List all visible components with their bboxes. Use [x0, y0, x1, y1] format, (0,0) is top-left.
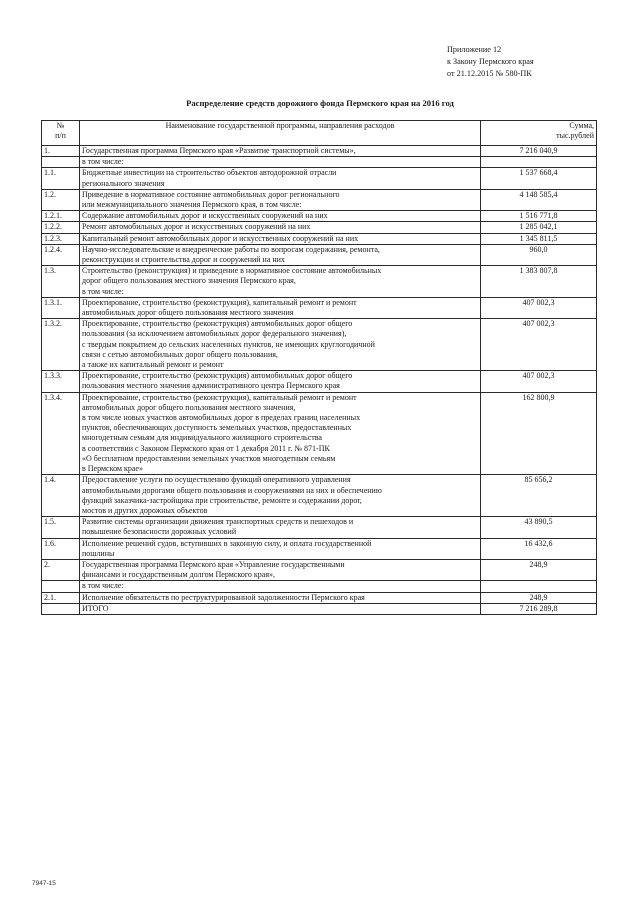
appendix-number: Приложение 12 — [447, 45, 502, 54]
table-row — [42, 475, 597, 517]
row-name — [80, 517, 481, 538]
road-fund-table — [41, 120, 597, 615]
row-number: 1.2. — [42, 189, 80, 210]
row-name-line: повышение безопасности дорожных условий — [82, 527, 237, 537]
row-sum: 7 216 040,9 — [481, 146, 597, 157]
row-sum: 1 345 811,5 — [481, 233, 597, 244]
row-sum: 16 432,6 — [481, 538, 597, 559]
table-row — [42, 222, 597, 233]
row-name — [80, 211, 481, 222]
table-row — [42, 168, 597, 189]
row-name-line: в Пермском крае» — [82, 464, 143, 474]
table-row — [42, 244, 597, 265]
row-number: 1.3.3. — [42, 371, 80, 392]
table-row — [42, 371, 597, 392]
row-name — [80, 266, 481, 298]
table-row — [42, 189, 597, 210]
table-header-row — [42, 121, 597, 146]
row-number: 1.3. — [42, 266, 80, 298]
row-name-line: пунктов, обеспечивающих доступность земельных участков, предоставленных — [82, 423, 352, 433]
row-name — [80, 189, 481, 210]
row-number: 1.4. — [42, 475, 80, 517]
row-name-line: регионального значения — [82, 178, 165, 188]
table-row — [42, 559, 597, 580]
row-number: 1.1. — [42, 168, 80, 189]
appendix-date: от 21.12.2015 № 580-ПК — [447, 69, 532, 78]
row-name-line: ИТОГО — [82, 603, 109, 613]
row-sum: 407 002,3 — [481, 371, 597, 392]
table-body — [42, 146, 597, 615]
row-name-line: в том числе: — [82, 157, 124, 167]
row-sum: 43 890,5 — [481, 517, 597, 538]
row-number: 1.3.4. — [42, 392, 80, 475]
row-sum: 162 800,9 — [481, 392, 597, 475]
row-name-line: Строительство (реконструкция) и приведение в нормативное состояние автомобильных — [82, 266, 382, 276]
row-sum: 7 216 289,8 — [481, 603, 597, 614]
row-name-line: с твердым покрытием до сельских населенных пунктов, не имеющих круглогодичной — [82, 339, 375, 349]
row-name — [80, 146, 481, 157]
row-name — [80, 297, 481, 318]
row-sum: 407 002,3 — [481, 297, 597, 318]
table-row — [42, 592, 597, 603]
table-row — [42, 581, 597, 592]
row-name-line: Научно-исследовательские и внедренческие работы по вопросам содержания, ремонта, — [82, 244, 380, 254]
row-sum: 85 656,2 — [481, 475, 597, 517]
row-name-line: «О бесплатном предоставлении земельных участков многодетным семьям — [82, 453, 336, 463]
row-name — [80, 233, 481, 244]
row-name-line: Проектирование, строительство (реконструкция) автомобильных дорог общего — [82, 371, 353, 381]
header-sum-unit: тыс.рублей — [556, 131, 594, 141]
row-name-line: пользования местного значения административного центра Пермского края — [82, 381, 340, 391]
row-name — [80, 475, 481, 517]
row-number: 1.2.4. — [42, 244, 80, 265]
row-number: 1.3.1. — [42, 297, 80, 318]
table-row — [42, 517, 597, 538]
row-name — [80, 157, 481, 168]
row-sum: 407 002,3 — [481, 319, 597, 371]
row-name-line: Капитальный ремонт автомобильных дорог и искусственных сооружений на них — [82, 233, 359, 243]
row-name-line: Проектирование, строительство (реконструкция), капитальный ремонт и ремонт — [82, 392, 357, 402]
header-sum-label: Сумма, — [569, 121, 594, 130]
row-name-line: Исполнение решений судов, вступивших в законную силу, и оплата государственной — [82, 538, 372, 548]
row-number: 2. — [42, 559, 80, 580]
row-name-line: в том числе новых участков автомобильных дорог в пределах границ населенных — [82, 413, 361, 423]
row-sum: 1 537 668,4 — [481, 168, 597, 189]
row-sum — [481, 581, 597, 592]
row-number: 1.6. — [42, 538, 80, 559]
row-name — [80, 592, 481, 603]
row-sum: 1 383 807,8 — [481, 266, 597, 298]
row-sum: 960,0 — [481, 244, 597, 265]
row-name-line: Исполнение обязательств по реструктурированной задолженности Пермского края — [82, 592, 365, 602]
row-name-line: многодетным семьям для индивидуального жилищного строительства — [82, 433, 322, 443]
row-number: 1.5. — [42, 517, 80, 538]
header-number — [42, 121, 80, 146]
row-name-line: в соответствии с Законом Пермского края от 1 декабря 2011 г. № 871-ПК — [82, 443, 330, 453]
row-name-line: Государственная программа Пермского края «Управление государственными — [82, 559, 345, 569]
table-row — [42, 319, 597, 371]
row-name-line: Государственная программа Пермского края «Развитие транспортной системы», — [82, 146, 356, 155]
row-name — [80, 392, 481, 475]
row-number — [42, 157, 80, 168]
row-number: 1.2.3. — [42, 233, 80, 244]
row-name-line: в том числе: — [82, 581, 124, 591]
row-name — [80, 581, 481, 592]
table-row — [42, 603, 597, 614]
row-name-line: или межмуниципального значения Пермского края, в том числе: — [82, 200, 302, 210]
row-name-line: автомобильных дорог общего пользования местного значения — [82, 308, 294, 318]
document-title: Распределение средств дорожного фонда Пермского края на 2016 год — [186, 98, 454, 108]
table-row — [42, 538, 597, 559]
header-number-abbr: п/п — [55, 131, 66, 141]
row-number: 1.2.1. — [42, 211, 80, 222]
row-name — [80, 538, 481, 559]
row-name-line: Приведение в нормативное состояние автомобильных дорог регионального — [82, 189, 340, 199]
row-name-line: а также их капитальный ремонт и ремонт — [82, 360, 224, 370]
row-name — [80, 559, 481, 580]
row-name — [80, 244, 481, 265]
table-row — [42, 146, 597, 157]
row-name — [80, 371, 481, 392]
row-name-line: автомобильных дорог общего пользования местного значения, — [82, 402, 296, 412]
appendix-reference — [447, 44, 534, 80]
row-name-line: автомобильными дорогами общего пользования и сооружениями на них и обеспечению — [82, 485, 382, 495]
row-name-line: мостов и других дорожных объектов — [82, 505, 208, 515]
row-name-line: Проектирование, строительство (реконструкция) автомобильных дорог общего — [82, 319, 353, 329]
row-name-line: Проектирование, строительство (реконструкция), капитальный ремонт и ремонт — [82, 297, 357, 307]
row-name-line: пошлины — [82, 548, 115, 558]
row-number — [42, 603, 80, 614]
row-name — [80, 603, 481, 614]
row-name-line: Развитие системы организации движения транспортных средств и пешеходов и — [82, 517, 354, 527]
row-name-line: Ремонт автомобильных дорог и искусственных сооружений на них — [82, 222, 311, 232]
row-number: 2.1. — [42, 592, 80, 603]
table-row — [42, 233, 597, 244]
row-name — [80, 168, 481, 189]
row-name-line: пользования (за исключением автомобильных дорог федерального значения), — [82, 329, 347, 339]
row-number — [42, 581, 80, 592]
table-row — [42, 392, 597, 475]
row-number: 1.3.2. — [42, 319, 80, 371]
row-sum: 248,9 — [481, 592, 597, 603]
row-name-line: в том числе: — [82, 286, 124, 296]
table-row — [42, 157, 597, 168]
row-name-line: реконструкции и строительства дорог и сооружений на них — [82, 255, 285, 265]
row-name-line: функций заказчика-застройщика при строительстве, ремонте и содержании дорог, — [82, 495, 362, 505]
row-sum: 1 516 771,8 — [481, 211, 597, 222]
row-sum: 1 285 042,1 — [481, 222, 597, 233]
row-sum — [481, 157, 597, 168]
row-name — [80, 222, 481, 233]
table-row — [42, 266, 597, 298]
row-sum: 248,9 — [481, 559, 597, 580]
header-number-sign: № — [56, 121, 65, 130]
row-sum: 4 148 585,4 — [481, 189, 597, 210]
row-name-line: дорог общего пользования местного значения Пермского края, — [82, 276, 296, 286]
row-name-line: финансами и государственным долгом Пермского края», — [82, 570, 276, 580]
row-name-line: Предоставление услуги по осуществлению функций оперативного управления — [82, 475, 351, 485]
row-number: 1. — [42, 146, 80, 157]
table-row — [42, 297, 597, 318]
row-name-line: связи с сетью автомобильных дорог общего пользования, — [82, 349, 278, 359]
table-row — [42, 211, 597, 222]
row-name-line: Содержание автомобильных дорог и искусственных сооружений на них — [82, 211, 328, 221]
document-code: 7947-15 — [32, 880, 56, 887]
row-number: 1.2.2. — [42, 222, 80, 233]
header-name: Наименование государственной программы, направления расходов — [80, 121, 481, 146]
appendix-law: к Закону Пермского края — [447, 57, 534, 66]
row-name-line: Бюджетные инвестиции на строительство объектов автодорожной отрасли — [82, 168, 337, 178]
row-name — [80, 319, 481, 371]
header-sum — [481, 121, 597, 146]
